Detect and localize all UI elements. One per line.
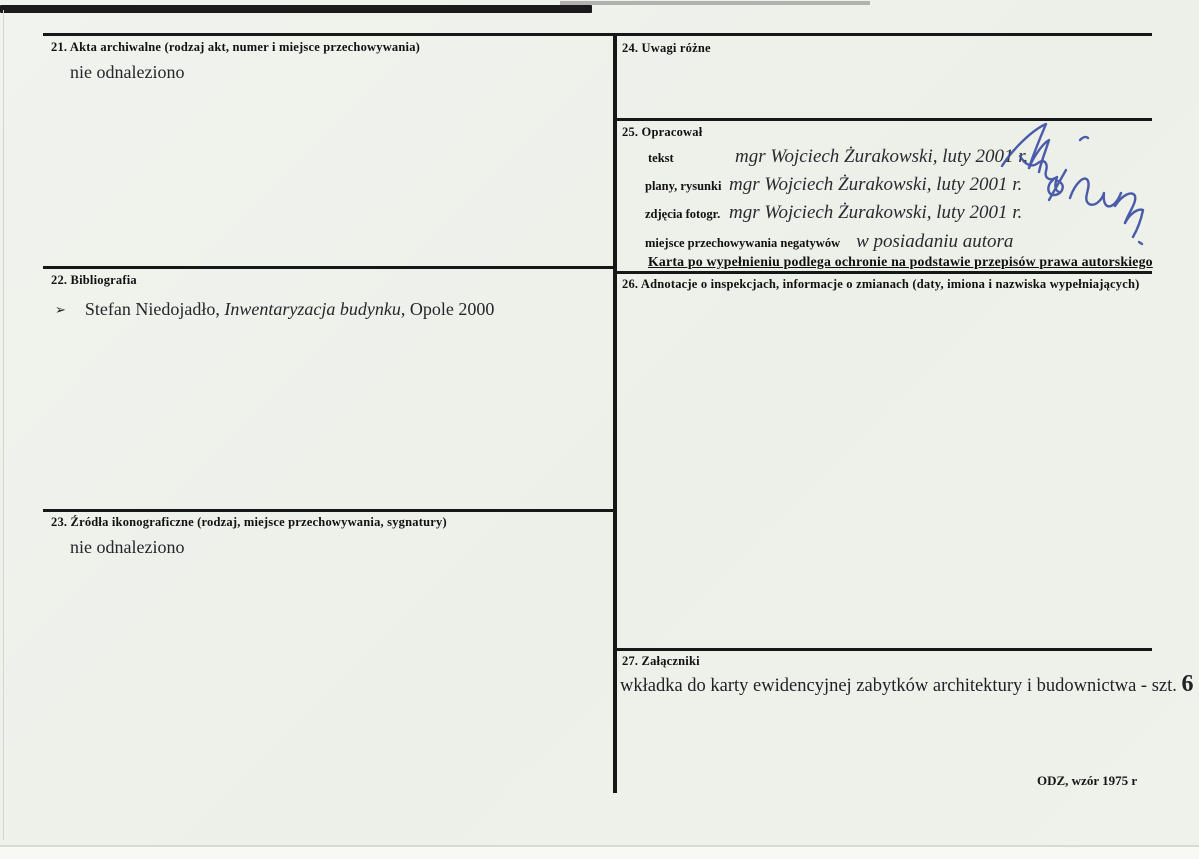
section-22-title: 22. Bibliografia [51, 273, 137, 287]
signature [996, 120, 1156, 255]
section-27-content [620, 671, 1194, 698]
bibliography-entry [55, 299, 494, 320]
section-23-top-border [43, 509, 617, 512]
bibliography-text [85, 299, 494, 320]
section-23-content: nie odnaleziono [70, 537, 185, 557]
bibliography-work-title: Inwentaryzacja budynku [224, 299, 401, 319]
section-25-title: 25. Opracował [622, 125, 703, 139]
section-26-title: 26. Adnotacje o inspekcjach, informacje o zmianach (daty, imiona i nazwiska wypełniających) [622, 277, 1140, 291]
bibliography-author: Stefan Niedojadło, [84, 299, 225, 319]
paper-bottom-edge [0, 845, 1199, 847]
section-24-title: 24. Uwagi różne [622, 41, 711, 55]
author-row-zdjecia [645, 202, 1022, 224]
section-26-top-border [613, 271, 1152, 274]
author-row-label: plany, rysunki [645, 179, 722, 193]
section-27-title: 27. Załączniki [622, 654, 700, 668]
section-27-top-border [613, 648, 1152, 651]
form-column-divider [613, 33, 617, 793]
author-row-plany [645, 174, 1022, 196]
section-21-content: nie odnaleziono [70, 62, 185, 82]
author-row-value: mgr Wojciech Żurakowski, luty 2001 r. [729, 174, 1023, 195]
attachments-count: 6 [1181, 671, 1194, 697]
paper-left-edge [3, 10, 4, 840]
bullet-arrow-icon: ➢ [55, 302, 66, 317]
author-row-tekst [648, 146, 1028, 168]
form-top-border [43, 33, 1152, 36]
copyright-notice: Karta po wypełnieniu podlega ochronie na podstawie przepisów prawa autorskiego [648, 254, 1153, 269]
author-row-value: w posiadaniu autora [856, 231, 1014, 252]
author-row-value: mgr Wojciech Żurakowski, luty 2001 r. [735, 146, 1029, 167]
author-row-negatywy [645, 231, 1013, 253]
author-row-label: zdjęcia fotogr. [645, 207, 721, 221]
scan-artifact-band-thin [560, 1, 870, 5]
attachments-text: wkładka do karty ewidencyjnej zabytków architektury i budownictwa - szt. [620, 676, 1182, 696]
author-row-label: tekst [648, 151, 674, 165]
section-21-title: 21. Akta archiwalne (rodzaj akt, numer i miejsce przechowywania) [51, 40, 421, 54]
scan-artifact-band [0, 5, 592, 13]
author-row-label: miejsce przechowywania negatywów [645, 236, 841, 250]
bibliography-place-year: , Opole 2000 [400, 299, 495, 319]
section-22-top-border [43, 266, 617, 269]
form-template-note: ODZ, wzór 1975 r [1037, 773, 1138, 788]
author-row-value: mgr Wojciech Żurakowski, luty 2001 r. [729, 202, 1023, 223]
section-23-title: 23. Źródła ikonograficzne (rodzaj, miejsce przechowywania, sygnatury) [51, 515, 447, 529]
